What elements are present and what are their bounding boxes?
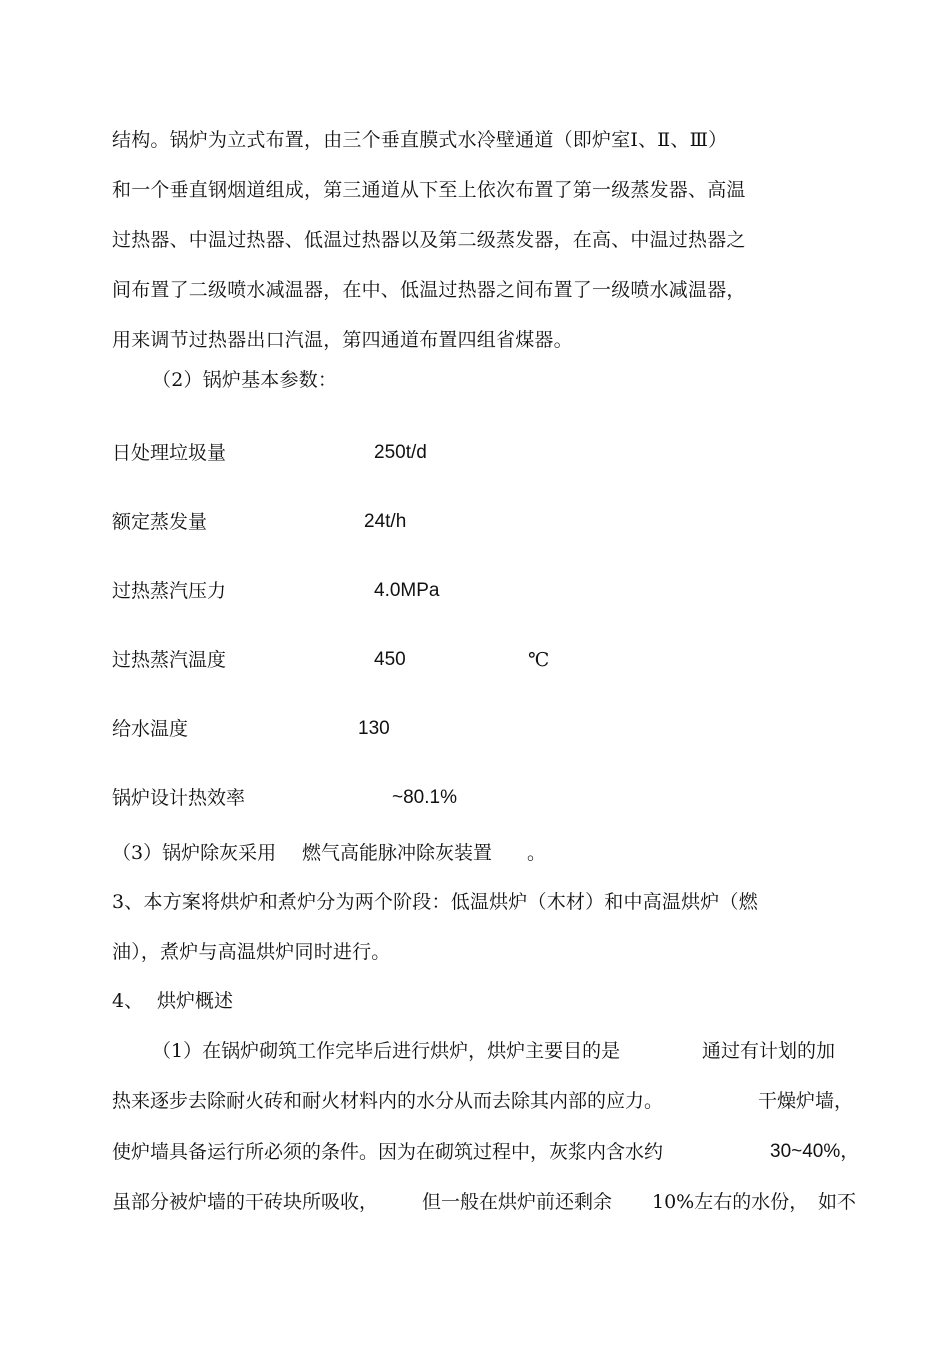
param-value: ~80.1% xyxy=(392,787,457,808)
paragraph-line: 过热器、中温过热器、低温过热器以及第二级蒸发器，在高、中温过热器之 xyxy=(112,229,746,251)
param-row xyxy=(112,647,812,673)
p4-line1-part-a: （1）在锅炉砌筑工作完毕后进行烘炉，烘炉主要目的是 xyxy=(152,1040,621,1062)
p4-line4-part-b: 但一般在烘炉前还剩余 xyxy=(422,1191,613,1213)
p4-line4-part-d: 如不 xyxy=(818,1191,857,1213)
param-row xyxy=(112,785,812,811)
point3-line: 3、本方案将烘炉和煮炉分为两个阶段：低温烘炉（木材）和中高温烘炉（燃 xyxy=(112,891,758,913)
point4-number: 4、 xyxy=(112,990,144,1012)
param-value: 450 xyxy=(374,649,406,670)
param-label: 过热蒸汽压力 xyxy=(112,580,227,602)
p4-line3-part-a: 使炉墙具备运行所必须的条件。因为在砌筑过程中，灰浆内含水约 xyxy=(112,1141,664,1163)
paragraph-line: 用来调节过热器出口汽温，第四通道布置四组省煤器。 xyxy=(112,329,573,351)
param-row xyxy=(112,578,812,604)
param-row xyxy=(112,440,812,466)
param-label: 给水温度 xyxy=(112,718,189,740)
param-unit: ℃ xyxy=(528,649,550,671)
param-row xyxy=(112,716,812,742)
param-value: 24t/h xyxy=(364,511,407,532)
paragraph-line: 结构。锅炉为立式布置，由三个垂直膜式水冷壁通道（即炉室Ⅰ、Ⅱ、Ⅲ） xyxy=(112,129,728,151)
paragraph-line: 和一个垂直钢烟道组成，第三通道从下至上依次布置了第一级蒸发器、高温 xyxy=(112,179,746,201)
param-value: 250t/d xyxy=(374,442,427,463)
p4-line3-part-b: 30~40%， xyxy=(770,1141,860,1162)
p4-line1-part-b: 通过有计划的加 xyxy=(702,1040,836,1062)
p4-line4-part-c: 10%左右的水份， xyxy=(652,1191,809,1213)
item3-method: 燃气高能脉冲除灰装置 xyxy=(302,842,493,864)
point3-line: 油），煮炉与高温烘炉同时进行。 xyxy=(112,941,391,963)
param-label: 额定蒸发量 xyxy=(112,511,208,533)
item3-prefix: （3）锅炉除灰采用 xyxy=(112,842,277,864)
param-value: 130 xyxy=(358,718,390,739)
param-label: 日处理垃圾量 xyxy=(112,442,227,464)
section-heading: （2）锅炉基本参数： xyxy=(152,369,338,391)
paragraph-line: 间布置了二级喷水减温器，在中、低温过热器之间布置了一级喷水减温器， xyxy=(112,279,746,301)
item3-suffix: 。 xyxy=(527,842,547,864)
p4-line2-part-b: 干燥炉墙， xyxy=(758,1090,854,1112)
param-label: 锅炉设计热效率 xyxy=(112,787,246,809)
p4-line4-part-a: 虽部分被炉墙的干砖块所吸收， xyxy=(112,1191,379,1213)
p4-line2-part-a: 热来逐步去除耐火砖和耐火材料内的水分从而去除其内部的应力。 xyxy=(112,1090,664,1112)
param-label: 过热蒸汽温度 xyxy=(112,649,227,671)
param-row xyxy=(112,509,812,535)
point4-title: 烘炉概述 xyxy=(157,990,234,1012)
param-value: 4.0MPa xyxy=(374,580,440,601)
